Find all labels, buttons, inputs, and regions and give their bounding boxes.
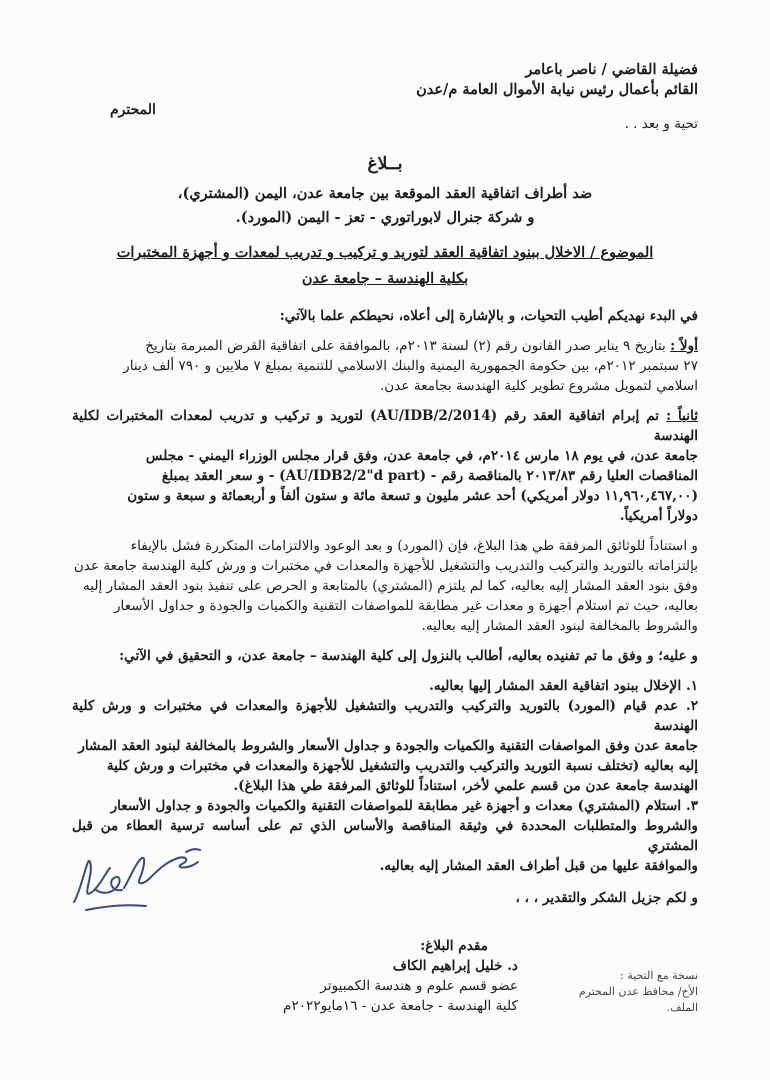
request-text: و عليه؛ و وفق ما تم تفنيده بعاليه، أطالب بالنزول إلى كلية الهندسة – جامعة عدن، و التحقيق في الآتي: xyxy=(119,648,698,664)
against-line-1: ضد أطراف اتفاقية العقد الموقعة بين جامعة عدن، اليمن (المشتري)، xyxy=(177,185,593,202)
subject-block xyxy=(72,240,698,292)
second-line-2: جامعة عدن، في يوم ١٨ مارس ٢٠١٤م، في جامعة عدن، وفق قرار مجلس الوزراء اليمني - مجلس xyxy=(145,448,698,464)
paragraph-second xyxy=(72,406,698,526)
list-item-2-line-1: ٢. عدم قيام (المورد) بالتوريد والتركيب والتدريب والتشغيل للأجهزة والمعدات في مختبرات و ورش كلية الهندسة xyxy=(72,698,698,734)
signer-position: عضو قسم علوم و هندسة الكمبيوتر xyxy=(320,978,518,994)
subject-line-2: بكلية الهندسة – جامعة عدن xyxy=(301,270,469,287)
signer-caption: مقدم البلاغ: xyxy=(420,938,488,954)
copies-caption: نسخة مع التحية : xyxy=(620,969,698,982)
list-item-3-line-3: والموافقة عليها من قبل أطراف العقد المشار إليه بعاليه. xyxy=(379,858,698,874)
second-line-1: تم إبرام اتفاقية العقد رقم (AU/IDB/2/2014) لتوريد و تركيب و تدريب لمعدات المختبرات لكلية الهندسة xyxy=(72,408,698,444)
intro-text: في البدء نهديكم أطيب التحيات، و بالإشارة إلى أعلاه، نحيطكم علما بالآتي: xyxy=(279,308,698,324)
signer-name: د. خليل إبراهيم الكاف xyxy=(392,958,518,974)
first-label: أولاً : xyxy=(670,338,698,354)
paragraph-third xyxy=(72,536,698,636)
third-line-2: بإلتزاماته بالتوريد والتركيب والتدريب والتشغيل للأجهزة والمعدات في مختبرات و ورش كلية الهندسة جامعة عدن xyxy=(73,558,698,574)
respected-label: المحترم xyxy=(110,102,156,118)
copies-line-1: الأخ/ محافظ عدن المحترم xyxy=(578,985,698,998)
greeting: تحية و بعد . . xyxy=(624,116,698,132)
addressee-block xyxy=(72,60,698,100)
copies-block xyxy=(579,968,698,1016)
closing-text: و لكم جزيل الشكر والتقدير ، ، ، xyxy=(515,890,698,906)
signer-place-date: كلية الهندسة - جامعة عدن - ١٦مايو٢٠٢٢م xyxy=(283,998,518,1014)
paragraph-first xyxy=(72,336,698,396)
first-line-3: اسلامي لتمويل مشروع تطوير كلية الهندسة بجامعة عدن. xyxy=(379,378,698,394)
second-line-5: دولاراً أمريكياً. xyxy=(619,508,698,524)
against-line-2: و شركة جنرال لابوراتوري - تعز - اليمن (المورد). xyxy=(235,209,535,226)
copies-line-2: الملف. xyxy=(666,1001,698,1014)
second-line-4: (١١,٩٦٠,٤٦٧,٠٠ دولار أمريكي) أحد عشر مليون و تسعة مائة و ستون ألفاً و أربعمائة و سبعة و ستون xyxy=(127,488,698,504)
handwritten-signature xyxy=(66,832,216,922)
first-line-1: بتاريخ ٩ يناير صدر القانون رقم (٢) لسنة ٢٠١٣م، بالموافقة على اتفاقية القرض المبرمة بتاريخ xyxy=(145,338,666,354)
subject-line-1: الموضوع / الاخلال ببنود اتفاقية العقد لتوريد و تركيب و تدريب لمعدات و أجهزة المختبرات xyxy=(116,244,654,261)
second-label: ثانياً : xyxy=(666,408,698,424)
first-line-2: ٢٧ سبتمبر ٢٠١٢م، بين حكومة الجمهورية اليمنية والبنك الاسلامي للتنمية بمبلغ ٧ ملايين و ٧٩٠ ألف دينار xyxy=(123,358,698,374)
addressee-title: القائم بأعمال رئيس نيابة الأموال العامة م/عدن xyxy=(416,81,698,98)
third-line-3: وفق بنود العقد المشار إليه بعاليه، كما لم يلتزم (المشتري) بالمتابعة و الحرص على تنفيذ بنود العقد المشار إليه xyxy=(83,578,698,594)
third-line-4: بعاليه، حيث تم استلام أجهزة و معدات غير مطابقة للمواصفات التقنية والكميات والجودة و جداول الأسعار xyxy=(113,598,698,614)
list-item-2-line-3: إليه بعاليه (تختلف نسبة التوريد والتركيب والتدريب والتشغيل للأجهزة والمعدات في مختبرات و ورش كلية xyxy=(106,758,698,774)
list-item-2-line-4: الهندسة جامعة عدن من قسم علمي لأخر، استناداً للوثائق المرفقة طي هذا البلاغ). xyxy=(233,778,698,794)
third-line-1: و استناداً للوثائق المرفقة طي هذا البلاغ، فإن (المورد) و بعد الوعود والالتزامات المتكررة فشل بالإيفاء xyxy=(130,538,698,554)
list-item-1: ١. الإخلال ببنود اتفاقية العقد المشار إليها بعاليه. xyxy=(429,678,698,694)
against-block xyxy=(72,182,698,230)
report-title: بــلاغ xyxy=(367,154,403,174)
third-line-5: والشروط بالمخالفة لبنود العقد المشار إليه بعاليه. xyxy=(421,618,698,634)
second-line-3: المناقصات العليا رقم ٢٠١٣/٨٣ بالمناقصة رقم - (AU/IDB2/2"d part) - و سعر العقد بمبلغ xyxy=(161,468,698,484)
addressee-name: فضيلة القاضي / ناصر باعامر xyxy=(525,61,698,78)
list-item-2-line-2: جامعة عدن وفق المواصفات التقنية والكميات والجودة و جداول الأسعار والشروط بالمخالفة لبنود العقد المشار xyxy=(78,738,698,754)
list-item-3-line-2: والشروط والمتطلبات المحددة في وثيقة المناقصة والأساس الذي تم على أساسه ترسية العطاء من قبل المشتري xyxy=(72,818,698,854)
list-item-3-line-1: ٣. استلام (المشتري) معدات و أجهزة غير مطابقة للمواصفات التقنية والكميات والجودة و جداول الأسعار xyxy=(110,798,698,814)
